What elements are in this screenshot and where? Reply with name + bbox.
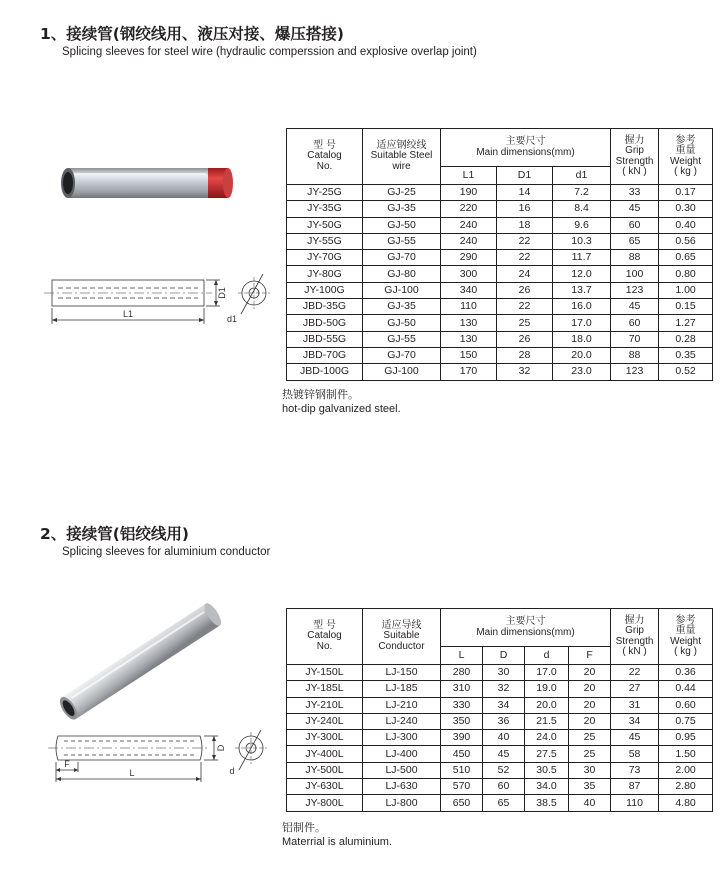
header-main-dimensions: 主要尺寸 Main dimensions(mm)	[441, 609, 611, 647]
steel-label-diameter: D1	[217, 287, 227, 299]
header-dim-col: d1	[553, 167, 611, 185]
header-grip-strength: 握力 Grip Strength ( kN )	[611, 609, 659, 665]
aluminium-sleeve-drawing	[46, 728, 276, 784]
header-catalog: 型 号 Catalog No.	[287, 129, 363, 185]
table-row: JBD-50G GJ-50 130 25 17.0 60 1.27	[287, 315, 713, 331]
steel-label-length: L1	[122, 309, 134, 319]
header-suitable-conductor: 适应导线 Suitable Conductor	[363, 609, 441, 665]
table-row: JY-50G GJ-50 240 18 9.6 60 0.40	[287, 217, 713, 233]
header-suitable-wire: 适应钢绞线 Suitable Steel wire	[363, 129, 441, 185]
aluminium-sleeve-photo	[56, 604, 226, 716]
header-catalog: 型 号 Catalog No.	[287, 609, 363, 665]
header-dim-col: d	[525, 647, 569, 665]
table-row: JY-70G GJ-70 290 22 11.7 88 0.65	[287, 250, 713, 266]
note-cn: 铝制件。	[282, 822, 326, 834]
table-row: JY-100G GJ-100 340 26 13.7 123 1.00	[287, 282, 713, 298]
table-row: JY-210L LJ-210 330 34 20.0 20 31 0.60	[287, 697, 713, 713]
table-row: JY-25G GJ-25 190 14 7.2 33 0.17	[287, 185, 713, 201]
steel-sleeve-drawing	[44, 270, 279, 332]
table-row: JY-500L LJ-500 510 52 30.5 30 73 2.00	[287, 762, 713, 778]
section-1-title: 1、接续管(钢绞线用、液压对接、爆压搭接)	[40, 25, 344, 43]
header-grip-strength: 握力 Grip Strength ( kN )	[611, 129, 659, 185]
alu-label-length: L	[129, 768, 135, 778]
header-dim-col: F	[569, 647, 611, 665]
section-2-note	[282, 821, 392, 849]
table-row: JY-55G GJ-55 240 22 10.3 65 0.56	[287, 233, 713, 249]
table-row: JY-630L LJ-630 570 60 34.0 35 87 2.80	[287, 779, 713, 795]
table-row: JY-400L LJ-400 450 45 27.5 25 58 1.50	[287, 746, 713, 762]
table-row: JY-300L LJ-300 390 40 24.0 25 45 0.95	[287, 730, 713, 746]
steel-sleeve-photo	[58, 160, 238, 206]
section-1-subtitle: Splicing sleeves for steel wire (hydraulic comperssion and explosive overlap joint)	[62, 46, 477, 58]
header-dim-col: D1	[497, 167, 553, 185]
section-2-title: 2、接续管(铝绞线用)	[40, 525, 189, 543]
section-1-note	[282, 388, 401, 416]
section-2-subtitle: Splicing sleeves for aluminium conductor	[62, 546, 271, 558]
table-row: JY-185L LJ-185 310 32 19.0 20 27 0.44	[287, 681, 713, 697]
steel-spec-table	[286, 128, 713, 381]
header-weight: 参考 重量 Weight ( kg )	[659, 129, 713, 185]
table-row: JY-35G GJ-35 220 16 8.4 45 0.30	[287, 201, 713, 217]
steel-label-inner: d1	[226, 314, 238, 324]
note-en: hot-dip galvanized steel.	[282, 403, 401, 415]
table-row: JBD-55G GJ-55 130 26 18.0 70 0.28	[287, 331, 713, 347]
table-row: JBD-35G GJ-35 110 22 16.0 45 0.15	[287, 299, 713, 315]
alu-label-diameter: D	[216, 744, 226, 752]
header-dim-col: L1	[441, 167, 497, 185]
note-en: Materrial is aluminium.	[282, 836, 393, 848]
header-main-dimensions: 主要尺寸 Main dimensions(mm)	[441, 129, 611, 167]
header-dim-col: L	[441, 647, 483, 665]
note-cn: 热镀锌钢制件。	[282, 389, 359, 401]
table-row: JY-240L LJ-240 350 36 21.5 20 34 0.75	[287, 713, 713, 729]
table-row: JY-150L LJ-150 280 30 17.0 20 22 0.36	[287, 665, 713, 681]
table-row: JY-80G GJ-80 300 24 12.0 100 0.80	[287, 266, 713, 282]
alu-label-flange: F	[64, 759, 70, 769]
alu-label-inner: d	[229, 766, 235, 776]
header-dim-col: D	[483, 647, 525, 665]
table-row: JBD-100G GJ-100 170 32 23.0 123 0.52	[287, 364, 713, 380]
header-weight: 参考 重量 Weight ( kg )	[659, 609, 713, 665]
aluminium-spec-table	[286, 608, 713, 812]
table-row: JY-800L LJ-800 650 65 38.5 40 110 4.80	[287, 795, 713, 811]
table-row: JBD-70G GJ-70 150 28 20.0 88 0.35	[287, 347, 713, 363]
